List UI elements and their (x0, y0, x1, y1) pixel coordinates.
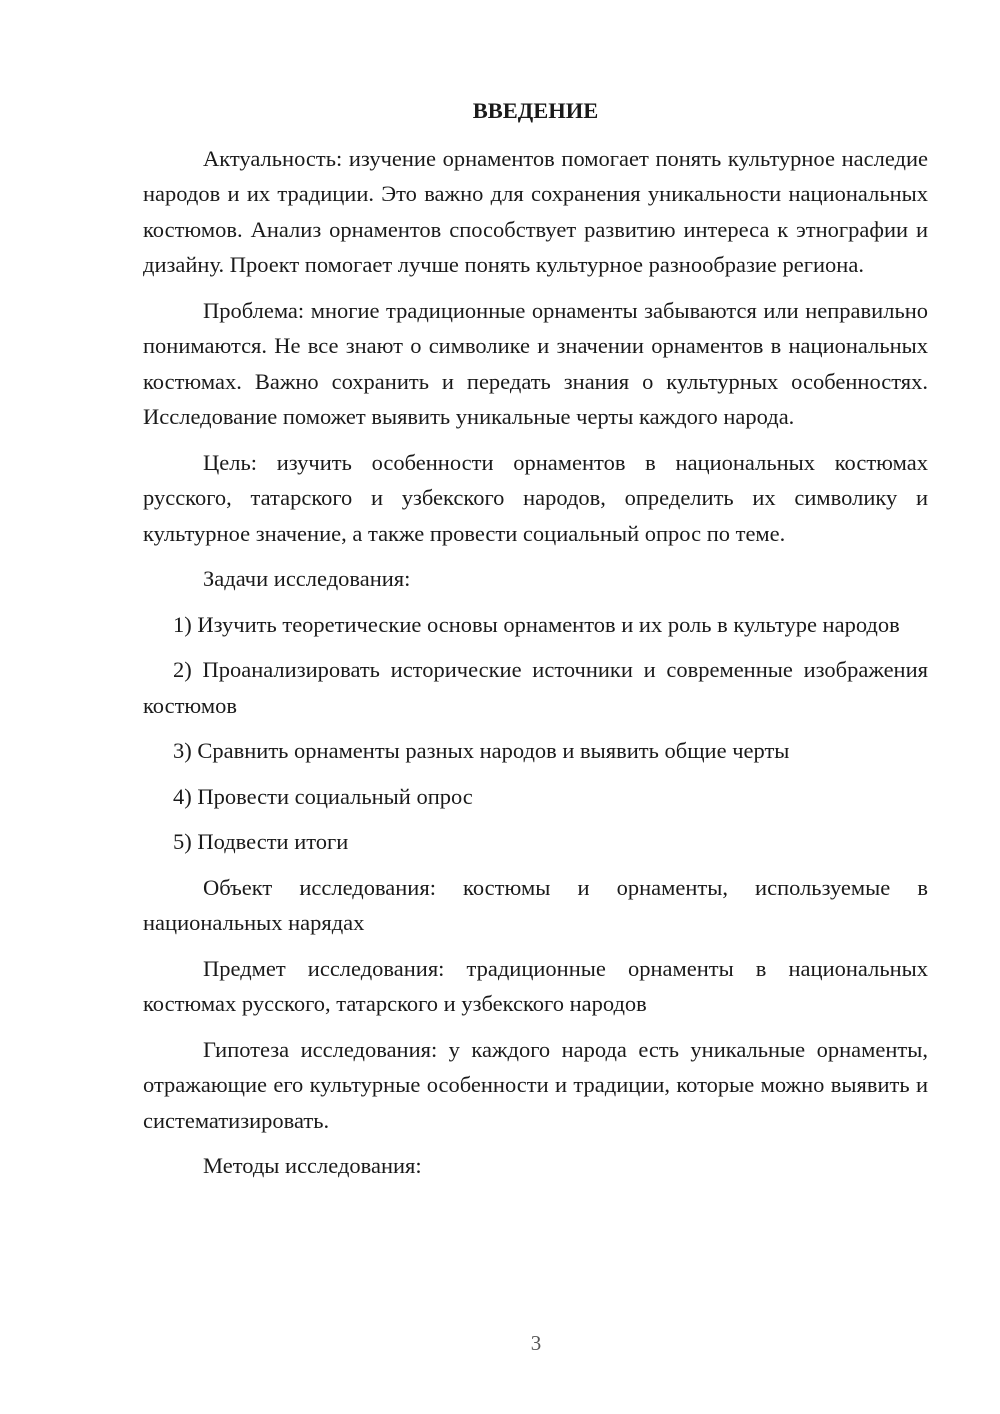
object-paragraph: Объект исследования: костюмы и орнаменты, используемые в национальных нарядах (143, 874, 928, 935)
page-number: 3 (530, 1331, 542, 1355)
methods-heading: Методы исследования: (203, 1153, 422, 1178)
problem-paragraph: Проблема: многие традиционные орнаменты забываются или неправильно понимаются. Не все знают о символике и значении орнаментов в национальных костюмах. Важно сохранить и передать знания о культурных особенностях. Исследование поможет выявить уникальные черты каждого народа. (143, 297, 928, 429)
task-item-3: 3) Сравнить орнаменты разных народов и выявить общие черты (173, 738, 790, 763)
task-item-1: 1) Изучить теоретические основы орнаментов и их роль в культуре народов (173, 611, 900, 637)
relevance-paragraph: Актуальность: изучение орнаментов помогает понять культурное наследие народов и их традиции. Это важно для сохранения уникальности национальных костюмов. Анализ орнаментов способствует развитию интереса к этнографии и дизайну. Проект помогает лучше понять культурное разнообразие региона. (143, 145, 928, 277)
page-title: ВВЕДЕНИЕ (472, 98, 599, 123)
hypothesis-paragraph: Гипотеза исследования: у каждого народа есть уникальные орнаменты, отражающие его культурные особенности и традиции, которые можно выявить и систематизировать. (143, 1036, 928, 1133)
task-item-5: 5) Подвести итоги (173, 829, 349, 854)
page-content (143, 93, 928, 1194)
goal-paragraph: Цель: изучить особенности орнаментов в национальных костюмах русского, татарского и узбекского народов, определить их символику и культурное значение, а также провести социальный опрос по теме. (143, 449, 928, 546)
subject-paragraph: Предмет исследования: традиционные орнаменты в национальных костюмах русского, татарского и узбекского народов (143, 955, 928, 1016)
task-item-4: 4) Провести социальный опрос (173, 783, 473, 809)
task-item-2: 2) Проанализировать исторические источники и современные изображения костюмов (143, 657, 928, 718)
tasks-heading: Задачи исследования: (203, 566, 411, 591)
